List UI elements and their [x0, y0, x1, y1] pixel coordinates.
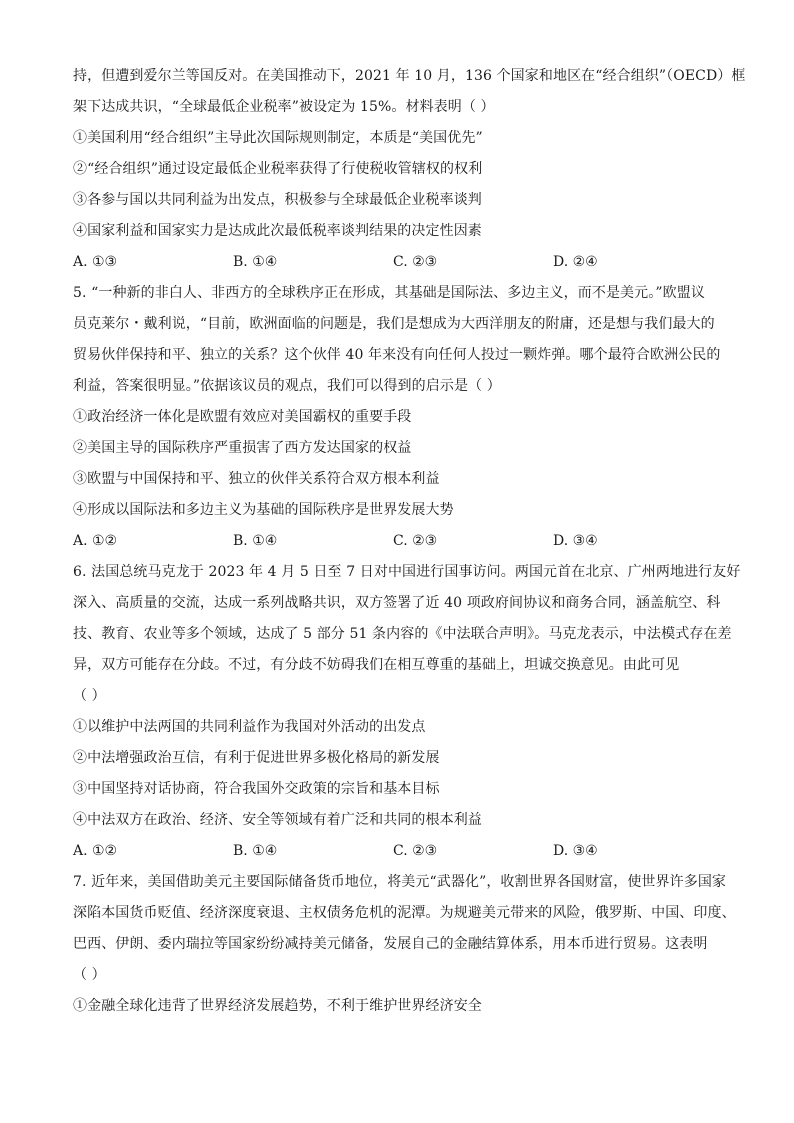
- q6-statement-3: ③中国坚持对话协商，符合我国外交政策的宗旨和基本目标: [73, 781, 440, 797]
- q6-stem-line: 异，双方可能存在分歧。不过，有分歧不妨碍我们在相互尊重的基础上，坦诚交换意见。由此可见: [73, 657, 680, 673]
- q6-stem-line: 深入、高质量的交流，达成一系列战略共识，双方签署了近 40 项政府间协议和商务合同，涵盖航空、科: [73, 595, 721, 611]
- question-6: [73, 557, 741, 867]
- q5-statement-2: ②美国主导的国际秩序严重损害了西方发达国家的权益: [73, 440, 412, 456]
- q6-statement-4: ④中法双方在政治、经济、安全等领域有着广泛和共同的根本利益: [73, 812, 482, 828]
- q5-option-a[interactable]: A. ①②: [73, 533, 118, 549]
- q6-stem-line: 6. 法国总统马克龙于 2023 年 4 月 5 日至 7 日对中国进行国事访问。两国元首在北京、广州两地进行友好: [73, 564, 741, 580]
- q4-statement-4: ④国家利益和国家实力是达成此次最低税率谈判结果的决定性因素: [73, 223, 482, 239]
- q4-option-b[interactable]: B. ①④: [233, 254, 278, 270]
- q7-stem-line: 巴西、伊朗、委内瑞拉等国家纷纷减持美元储备，发展自己的金融结算体系，用本币进行贸易。这表明: [73, 936, 708, 952]
- q7-statement-1: ①金融全球化违背了世界经济发展趋势，不利于维护世界经济安全: [73, 998, 482, 1014]
- q4-stem-line: 持，但遭到爱尔兰等国反对。在美国推动下，2021 年 10 月，136 个国家和地区在“经合组织”（OECD）框: [73, 68, 746, 84]
- q7-stem-line: 7. 近年来，美国借助美元主要国际储备货币地位，将美元“武器化”，收割世界各国财富，使世界许多国家: [73, 874, 727, 890]
- q5-stem-line: 贸易伙伴保持和平、独立的关系？这个伙伴 40 年来没有向任何人投过一颗炸弹。哪个最符合欧洲公民的: [73, 347, 721, 363]
- q6-stem-line: 技、教育、农业等多个领域，达成了 5 部分 51 条内容的《中法联合声明》。马克龙表示，中法模式存在差: [73, 626, 732, 642]
- q4-statement-1: ①美国利用“经合组织”主导此次国际规则制定，本质是“美国优先”: [73, 130, 483, 146]
- q6-option-d[interactable]: D. ③④: [553, 843, 598, 859]
- q5-stem-line: 利益，答案很明显。”依据该议员的观点，我们可以得到的启示是（ ）: [73, 378, 501, 394]
- document-page: [73, 61, 746, 1022]
- q4-statement-2: ②“经合组织”通过设定最低企业税率获得了行使税收管辖权的权利: [73, 161, 483, 177]
- q6-option-b[interactable]: B. ①④: [233, 843, 278, 859]
- q5-statement-3: ③欧盟与中国保持和平、独立的伙伴关系符合双方根本利益: [73, 471, 440, 487]
- question-4: [73, 61, 746, 278]
- q5-statement-1: ①政治经济一体化是欧盟有效应对美国霸权的重要手段: [73, 409, 412, 425]
- q4-statement-3: ③各参与国以共同利益为出发点，积极参与全球最低企业税率谈判: [73, 192, 482, 208]
- q5-options: [73, 526, 728, 557]
- q6-statement-2: ②中法增强政治互信，有利于促进世界多极化格局的新发展: [73, 750, 440, 766]
- q4-options: [73, 247, 728, 278]
- q6-answer-bracket: （ ）: [73, 688, 106, 704]
- q6-option-a[interactable]: A. ①②: [73, 843, 118, 859]
- q7-stem-line: 深陷本国货币贬值、经济深度衰退、主权债务危机的泥潭。为规避美元带来的风险，俄罗斯、中国、印度、: [73, 905, 736, 921]
- q6-option-c[interactable]: C. ②③: [393, 843, 438, 859]
- q4-stem-line: 架下达成共识，“全球最低企业税率”被设定为 15%。材料表明（ ）: [73, 99, 495, 115]
- q5-option-c[interactable]: C. ②③: [393, 533, 438, 549]
- q5-stem-line: 5. “一种新的非白人、非西方的全球秩序正在形成，其基础是国际法、多边主义，而不是美元。”欧盟议: [73, 285, 705, 301]
- q5-statement-4: ④形成以国际法和多边主义为基础的国际秩序是世界发展大势: [73, 502, 454, 518]
- q4-option-c[interactable]: C. ②③: [393, 254, 438, 270]
- q5-option-d[interactable]: D. ③④: [553, 533, 598, 549]
- q6-statement-1: ①以维护中法两国的共同利益作为我国对外活动的出发点: [73, 719, 426, 735]
- question-5: [73, 278, 728, 557]
- q4-option-d[interactable]: D. ②④: [553, 254, 598, 270]
- q7-answer-bracket: （ ）: [73, 967, 106, 983]
- question-7: [73, 867, 736, 1022]
- q5-option-b[interactable]: B. ①④: [233, 533, 278, 549]
- q6-options: [73, 836, 728, 867]
- q4-option-a[interactable]: A. ①③: [73, 254, 118, 270]
- q5-stem-line: 员克莱尔・戴利说，“目前，欧洲面临的问题是，我们是想成为大西洋朋友的附庸，还是想与我们最大的: [73, 316, 715, 332]
